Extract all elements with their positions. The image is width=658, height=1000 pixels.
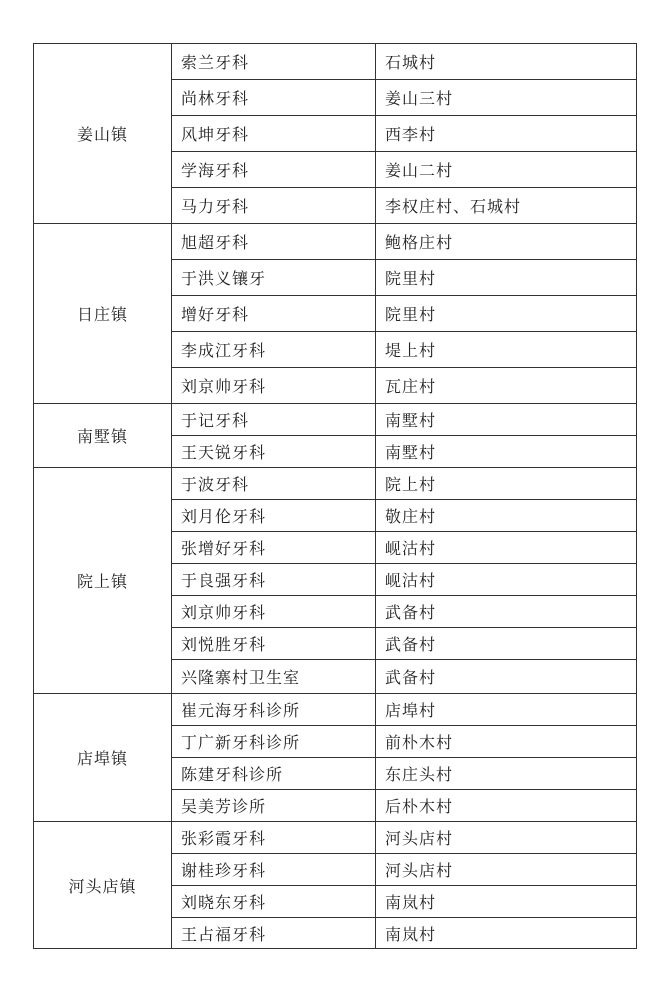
clinic-cell: 旭超牙科 [172, 224, 376, 260]
clinic-cell: 陈建牙科诊所 [172, 758, 376, 790]
village-cell: 敬庄村 [376, 500, 637, 532]
village-cell: 姜山二村 [376, 152, 637, 188]
clinic-cell: 学海牙科 [172, 152, 376, 188]
table-row [34, 822, 637, 854]
clinic-table [33, 43, 637, 949]
clinic-cell: 刘月伦牙科 [172, 500, 376, 532]
village-cell: 武备村 [376, 596, 637, 628]
clinic-cell: 索兰牙科 [172, 44, 376, 80]
town-cell: 店埠镇 [34, 694, 172, 822]
village-cell: 南岚村 [376, 918, 637, 949]
clinic-cell: 刘京帅牙科 [172, 596, 376, 628]
village-cell: 院里村 [376, 260, 637, 296]
clinic-cell: 增好牙科 [172, 296, 376, 332]
clinic-cell: 马力牙科 [172, 188, 376, 224]
table-row [34, 44, 637, 80]
town-cell: 姜山镇 [34, 44, 172, 224]
village-cell: 河头店村 [376, 822, 637, 854]
village-cell: 河头店村 [376, 854, 637, 886]
village-cell: 石城村 [376, 44, 637, 80]
village-cell: 岘沽村 [376, 564, 637, 596]
village-cell: 店埠村 [376, 694, 637, 726]
village-cell: 李权庄村、石城村 [376, 188, 637, 224]
clinic-cell: 崔元海牙科诊所 [172, 694, 376, 726]
town-cell: 院上镇 [34, 468, 172, 694]
village-cell: 东庄头村 [376, 758, 637, 790]
town-cell: 河头店镇 [34, 822, 172, 949]
village-cell: 瓦庄村 [376, 368, 637, 404]
clinic-cell: 于波牙科 [172, 468, 376, 500]
village-cell: 院上村 [376, 468, 637, 500]
clinic-cell: 刘悦胜牙科 [172, 628, 376, 660]
village-cell: 西李村 [376, 116, 637, 152]
village-cell: 南墅村 [376, 436, 637, 468]
table-row [34, 694, 637, 726]
clinic-cell: 于良强牙科 [172, 564, 376, 596]
clinic-cell: 兴隆寨村卫生室 [172, 660, 376, 694]
clinic-cell: 张增好牙科 [172, 532, 376, 564]
town-cell: 南墅镇 [34, 404, 172, 468]
village-cell: 堤上村 [376, 332, 637, 368]
clinic-cell: 于记牙科 [172, 404, 376, 436]
table-row [34, 404, 637, 436]
clinic-cell: 李成江牙科 [172, 332, 376, 368]
clinic-cell: 尚林牙科 [172, 80, 376, 116]
village-cell: 姜山三村 [376, 80, 637, 116]
village-cell: 鲍格庄村 [376, 224, 637, 260]
clinic-cell: 丁广新牙科诊所 [172, 726, 376, 758]
clinic-table-body [34, 44, 637, 949]
clinic-cell: 王占福牙科 [172, 918, 376, 949]
clinic-cell: 刘晓东牙科 [172, 886, 376, 918]
village-cell: 南岚村 [376, 886, 637, 918]
village-cell: 院里村 [376, 296, 637, 332]
town-cell: 日庄镇 [34, 224, 172, 404]
table-row [34, 224, 637, 260]
clinic-cell: 刘京帅牙科 [172, 368, 376, 404]
village-cell: 武备村 [376, 660, 637, 694]
clinic-cell: 谢桂珍牙科 [172, 854, 376, 886]
clinic-cell: 张彩霞牙科 [172, 822, 376, 854]
clinic-cell: 于洪义镶牙 [172, 260, 376, 296]
table-row [34, 468, 637, 500]
clinic-cell: 风坤牙科 [172, 116, 376, 152]
village-cell: 岘沽村 [376, 532, 637, 564]
village-cell: 前朴木村 [376, 726, 637, 758]
village-cell: 武备村 [376, 628, 637, 660]
village-cell: 后朴木村 [376, 790, 637, 822]
clinic-cell: 吴美芳诊所 [172, 790, 376, 822]
village-cell: 南墅村 [376, 404, 637, 436]
clinic-cell: 王天锐牙科 [172, 436, 376, 468]
